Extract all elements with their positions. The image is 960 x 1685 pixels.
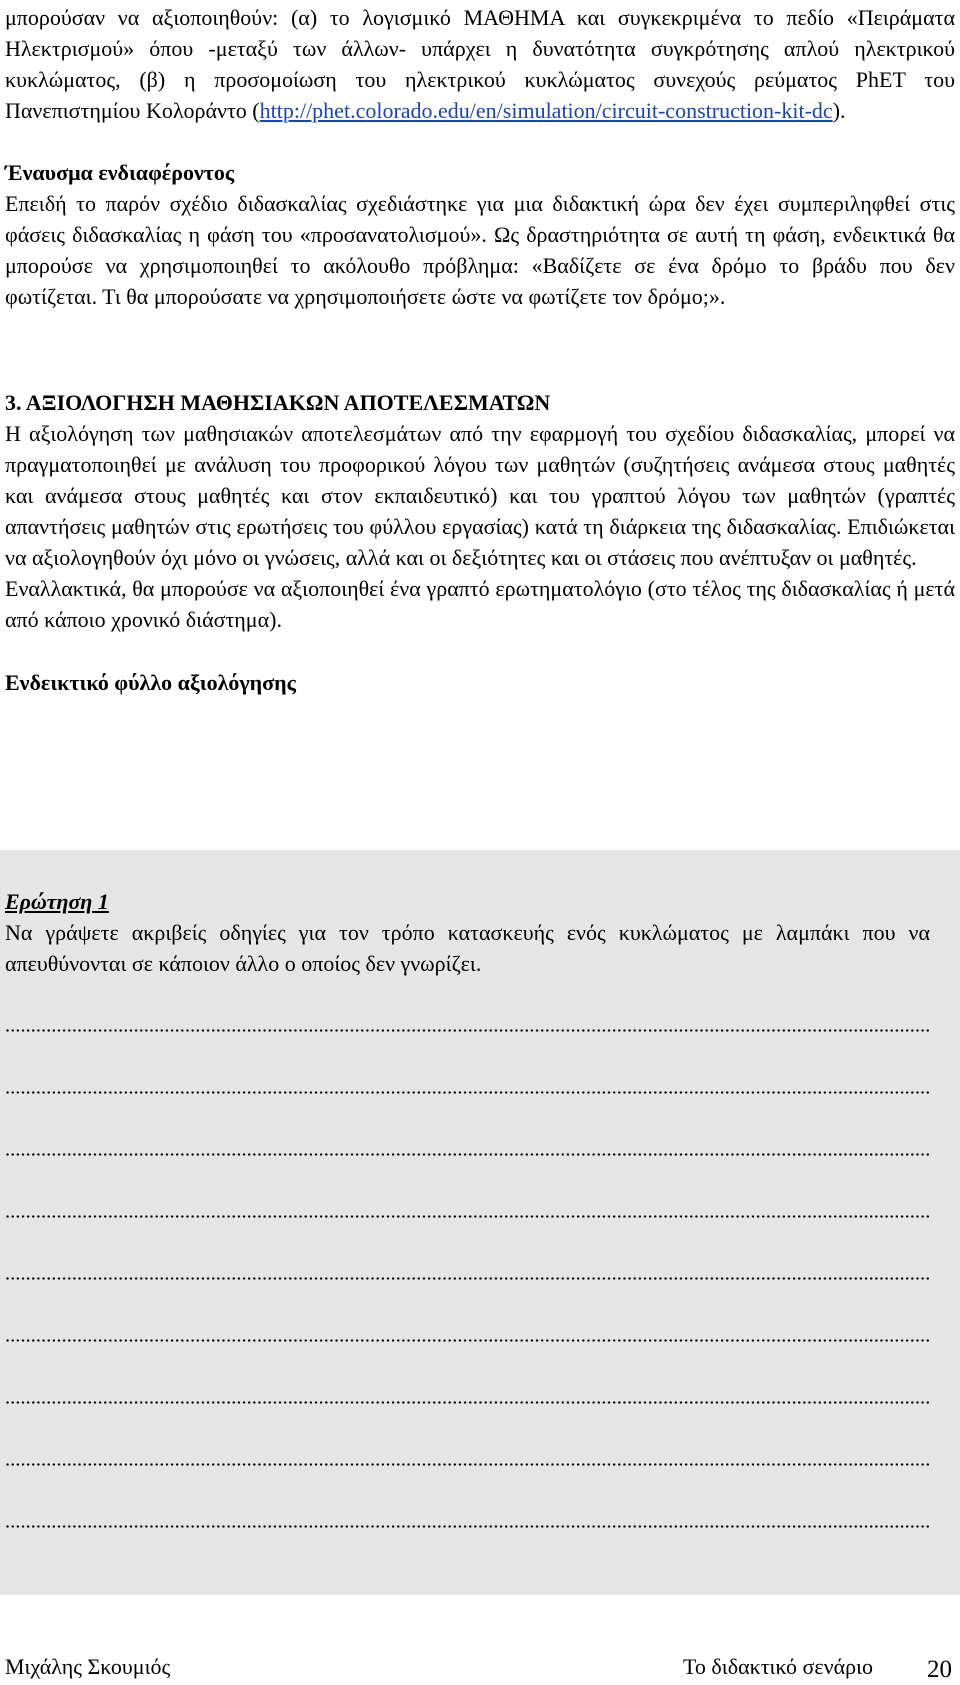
- answer-dotted-line: [5, 1277, 931, 1280]
- intro-paragraph: [5, 2, 955, 126]
- answer-dotted-line: [5, 1525, 931, 1528]
- assessment-paragraph-1: Η αξιολόγηση των μαθησιακών αποτελεσμάτων από την εφαρμογή του σχεδίου διδασκαλίας, μπορεί να πραγματοποιηθεί με ανάλυση του προφορικού λόγου των μαθητών (συζητήσεις ανάμεσα στους μαθητές και ανάμεσα στους μαθητές και στον εκπαιδευτικό) και του γραπτού λόγου των μαθητών (γραπτές απαντήσεις μαθητών στις ερωτήσεις του φύλλου εργασίας) κατά τη διάρκεια της διδασκαλίας. Επιδιώκεται να αξιολογηθούν όχι μόνο οι γνώσεις, αλλά και οι δεξιότητες και οι στάσεις που ανέπτυξαν οι μαθητές.: [5, 421, 955, 570]
- footer-document-title: Το διδακτικό σενάριο: [683, 1654, 874, 1679]
- link-close-paren: ).: [832, 98, 846, 123]
- answer-dotted-line: [5, 1029, 931, 1032]
- phet-simulation-link[interactable]: http://phet.colorado.edu/en/simulation/circuit-construction-kit-dc: [259, 98, 833, 123]
- intro-text: μπορούσαν να αξιοποιηθούν: (α) το λογισμικό ΜΑΘΗΜΑ και συγκεκριμένα το πεδίο «Πειράματα Ηλεκτρισμού» όπου -μεταξύ των άλλων- υπάρχει η δυνατότητα συγκρότησης απλού ηλεκτρικού κυκλώματος, (β) η προσομοίωση του ηλεκτρικού κυκλώματος συνεχούς ρεύματος PhET του Πανεπιστημίου Κολοράντο: [5, 5, 955, 123]
- footer-author: Μιχάλης Σκουμιός: [5, 1654, 171, 1679]
- assessment-sheet-heading: Ενδεικτικό φύλλο αξιολόγησης: [5, 670, 296, 695]
- question-title: Ερώτηση 1: [5, 889, 109, 914]
- answer-dotted-line: [5, 1401, 931, 1404]
- answer-dotted-line: [5, 1091, 931, 1094]
- assessment-paragraph-2: Εναλλακτικά, θα μπορούσε να αξιοποιηθεί ένα γραπτό ερωτηματολόγιο (στο τέλος της διδασκαλίας ή μετά από κάποιο χρονικό διάστημα).: [5, 576, 955, 632]
- engagement-paragraph: Επειδή το παρόν σχέδιο διδασκαλίας σχεδιάστηκε για μια διδακτική ώρα δεν έχει συμπεριληφθεί στις φάσεις διδασκαλίας η φάση του «προσανατολισμού». Ως δραστηριότητα σε αυτή τη φάση, ενδεικτικά θα μπορούσε να χρησιμοποιηθεί το ακόλουθο πρόβλημα: «Βαδίζετε σε ένα δρόμο το βράδυ που δεν φωτίζεται. Τι θα μπορούσατε να χρησιμοποιήσετε ώστε να φωτίζετε τον δρόμο;».: [5, 191, 955, 309]
- document-page: [5, 2, 955, 698]
- engagement-heading: Έναυσμα ενδιαφέροντος: [5, 160, 235, 185]
- question-text: Να γράψετε ακριβείς οδηγίες για τον τρόπο κατασκευής ενός κυκλώματος με λαμπάκι που να απευθύνονται σε κάποιον άλλο ο οποίος δεν γνωρίζει.: [5, 920, 930, 976]
- page-footer: [5, 1652, 955, 1682]
- spacer: [5, 355, 955, 387]
- spacer: [5, 635, 955, 667]
- spacer: [5, 312, 955, 355]
- question-content: [5, 886, 930, 979]
- section-heading-assessment: 3. ΑΞΙΟΛΟΓΗΣΗ ΜΑΘΗΣΙΑΚΩΝ ΑΠΟΤΕΛΕΣΜΑΤΩΝ: [5, 390, 551, 415]
- answer-dotted-line: [5, 1463, 931, 1466]
- page-number: 20: [927, 1656, 952, 1683]
- answer-dotted-line: [5, 1153, 931, 1156]
- spacer: [5, 126, 955, 157]
- answer-dotted-line: [5, 1339, 931, 1342]
- link-open-paren: (: [252, 98, 260, 123]
- question-box: [0, 850, 960, 1595]
- answer-dotted-line: [5, 1215, 931, 1218]
